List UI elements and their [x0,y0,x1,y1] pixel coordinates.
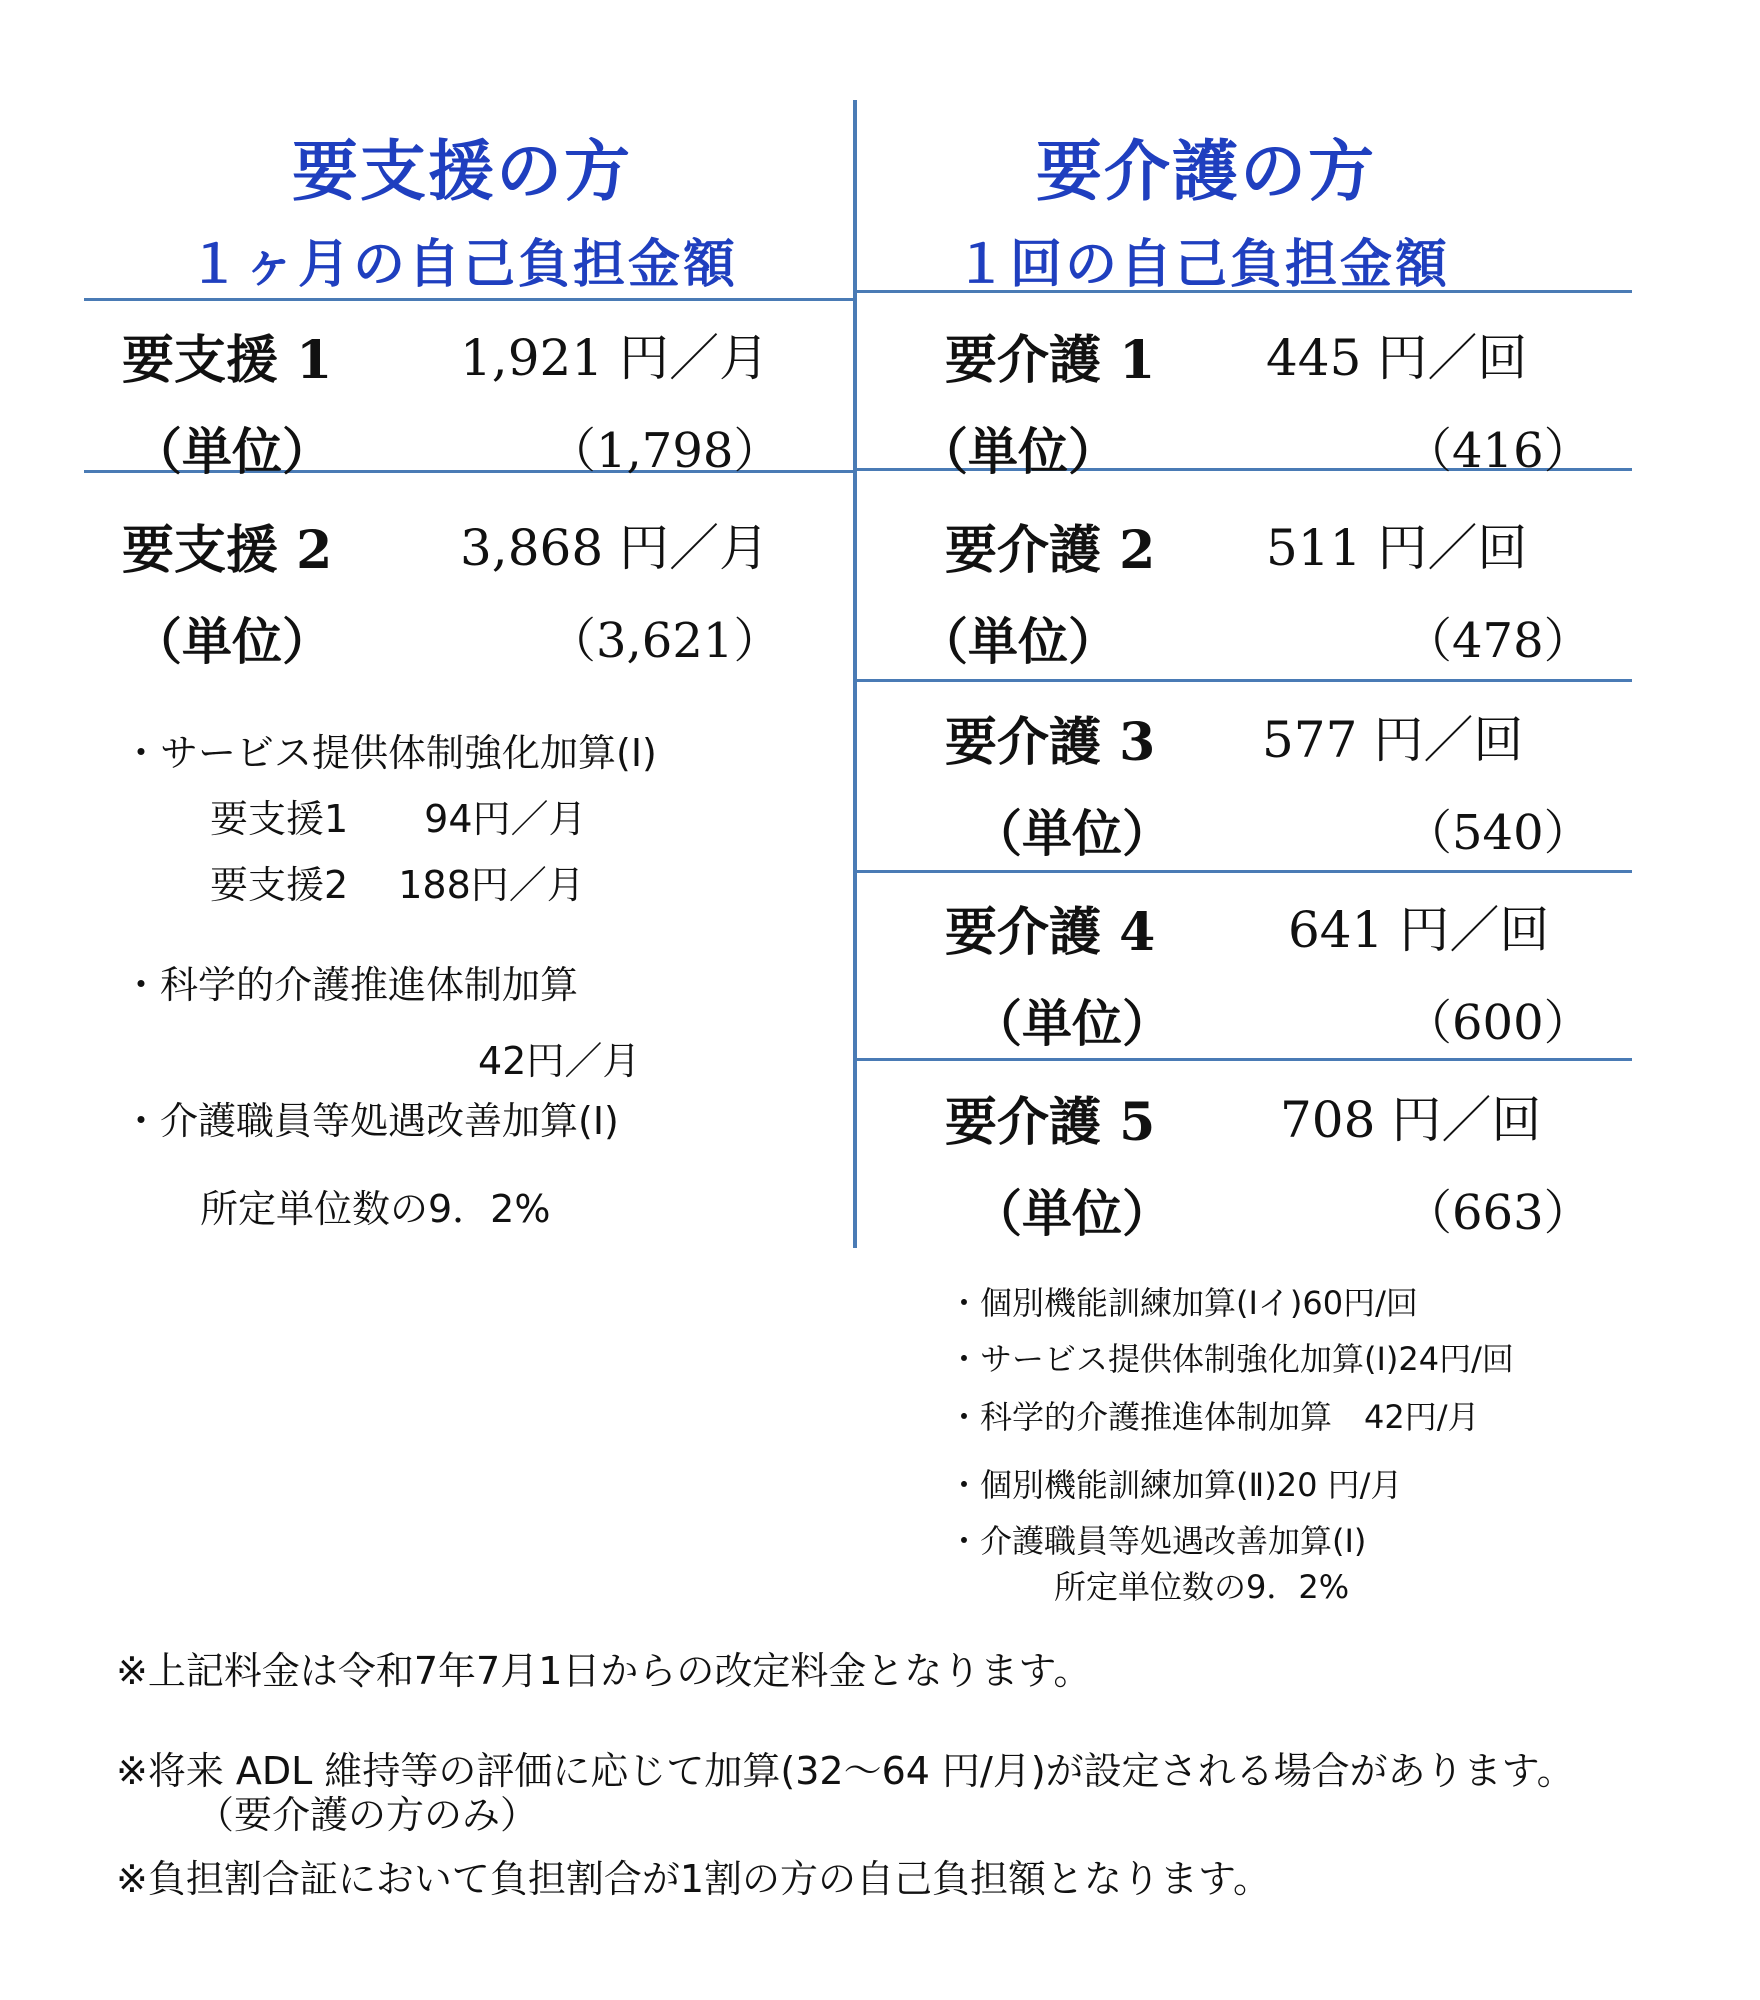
left-note-1: ・サービス提供体制強化加算(Ⅰ) [122,731,657,775]
right-row-3-grade: 要介護 3 [945,712,1156,773]
footnote-2-sub: （要介護の方のみ） [196,1793,539,1837]
left-row-1-price: 1,921 円／月 [460,329,770,387]
left-divider-top [84,298,855,301]
right-row-3-unit-value: （540） [1404,805,1592,861]
right-row-2-unit-value: （478） [1404,613,1592,669]
right-note-3: ・科学的介護推進体制加算 42円/月 [948,1398,1480,1436]
left-note-4: ・科学的介護推進体制加算 [122,963,579,1007]
right-row-5-grade: 要介護 5 [945,1092,1156,1153]
right-row-4-grade: 要介護 4 [945,902,1156,963]
left-row-1-grade: 要支援 1 [122,330,333,391]
right-row-5-unit-label: （単位） [972,1184,1172,1243]
left-note-3: 要支援2 188円／月 [210,863,585,907]
left-note-5: 42円／月 [478,1039,641,1083]
right-row-3-price: 577 円／回 [1262,711,1524,769]
left-row-2-unit-value: （3,621） [548,613,782,669]
right-subheading: １回の自己負担金額 [955,234,1451,295]
right-row-5-price: 708 円／回 [1280,1091,1542,1149]
left-heading: 要支援の方 [292,132,632,210]
left-row-2-price: 3,868 円／月 [460,519,770,577]
right-row-2-price: 511 円／回 [1266,519,1528,577]
right-row-4-unit-value: （600） [1404,995,1592,1051]
left-row-2-grade: 要支援 2 [122,520,333,581]
footnote-1: ※上記料金は令和7年7月1日からの改定料金となります。 [116,1649,1092,1693]
right-row-2-grade: 要介護 2 [945,520,1156,581]
right-row-5-unit-value: （663） [1404,1185,1592,1241]
right-note-2: ・サービス提供体制強化加算(Ⅰ)24円/回 [948,1340,1514,1378]
right-row-1-grade: 要介護 1 [945,330,1156,391]
left-note-6: ・介護職員等処遇改善加算(Ⅰ) [122,1099,619,1143]
right-divider-4 [857,870,1632,873]
right-divider-5 [857,1058,1632,1061]
right-note-5: ・介護職員等処遇改善加算(Ⅰ) [948,1522,1367,1560]
right-heading: 要介護の方 [1036,132,1376,210]
right-note-4: ・個別機能訓練加算(Ⅱ)20 円/月 [948,1466,1403,1504]
center-divider [853,100,857,1248]
right-note-1: ・個別機能訓練加算(Ⅰイ)60円/回 [948,1284,1418,1322]
right-divider-3 [857,679,1632,682]
left-subheading: １ヶ月の自己負担金額 [188,234,739,295]
footnote-2: ※将来 ADL 維持等の評価に応じて加算(32～64 円/月)が設定される場合があります。 [116,1749,1575,1793]
left-note-2: 要支援1 94円／月 [210,797,587,841]
right-row-1-unit-label: （単位） [918,422,1118,481]
footnote-3: ※負担割合証において負担割合が1割の方の自己負担額となります。 [116,1857,1271,1901]
left-note-7: 所定単位数の9．2% [200,1187,551,1231]
right-row-2-unit-label: （単位） [918,612,1118,671]
right-row-1-price: 445 円／回 [1266,329,1528,387]
left-row-1-unit-label: （単位） [132,422,332,481]
right-row-4-unit-label: （単位） [972,994,1172,1053]
right-row-4-price: 641 円／回 [1288,901,1550,959]
right-note-6: 所定単位数の9．2% [1054,1568,1350,1606]
right-row-3-unit-label: （単位） [972,804,1172,863]
left-row-2-unit-label: （単位） [132,612,332,671]
right-row-1-unit-value: （416） [1404,423,1592,479]
left-row-1-unit-value: （1,798） [548,423,782,479]
